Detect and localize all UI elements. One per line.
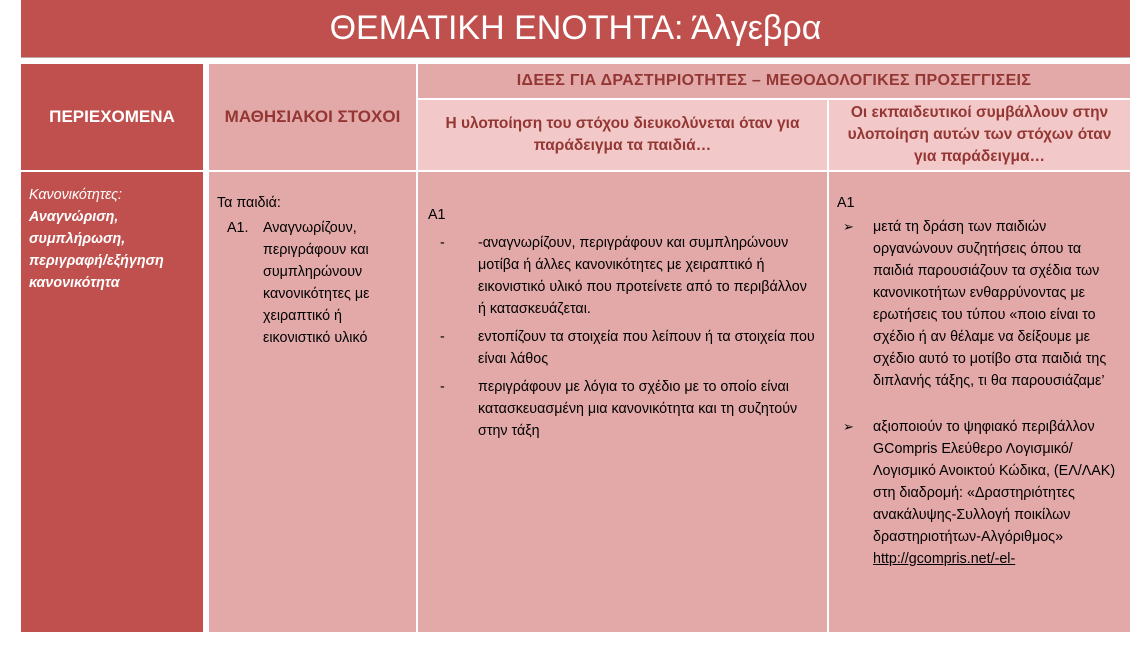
dash-bullet: - xyxy=(440,235,445,251)
list-item-text: περιγράφουν με λόγια το σχέδιο με το οποίο είναι κατασκευασμένη μια κανονικότητα και τη συζητούν στην τάξη xyxy=(478,379,798,439)
dash-bullet: - xyxy=(440,379,445,395)
goal-text: Αναγνωρίζουν, περιγράφουν και συμπληρώνουν κανονικότητες με χειραπτικό ή εικονιστικό υλικό xyxy=(263,220,370,346)
teachers-ideas-cell xyxy=(829,172,1130,632)
goal-item xyxy=(217,217,408,349)
goals-cell xyxy=(209,172,416,632)
list-item-text: αξιοποιούν το ψηφιακό περιβάλλον GCompris Ελεύθερο Λογισμικό/Λογισμικό Ανοικτού Κώδικα, (ΕΛ/ΛΑΚ) στη διαδρομή: «Δραστηριότητες ανακάλυψης-Συλλογή ποικίλων δραστηριοτήτων-Αλγόριθμος» xyxy=(873,419,1116,545)
content-cell xyxy=(21,172,203,632)
header-activity-ideas: ΙΔΕΕΣ ΓΙΑ ΔΡΑΣΤΗΡΙΟΤΗΤΕΣ – ΜΕΘΟΔΟΛΟΓΙΚΕΣ ΠΡΟΣΕΓΓΙΣΕΙΣ xyxy=(418,64,1130,98)
list-item xyxy=(428,376,817,442)
gcompris-link[interactable]: http://gcompris.net/-el- xyxy=(873,551,1016,567)
arrow-bullet-icon: ➢ xyxy=(843,419,854,434)
teachers-ideas-code: Α1 xyxy=(837,195,855,211)
header-learning-goals: ΜΑΘΗΣΙΑΚΟΙ ΣΤΟΧΟΙ xyxy=(209,64,416,170)
dash-bullet: - xyxy=(440,329,445,345)
list-item xyxy=(428,232,817,320)
content-topic: Αναγνώριση, συμπλήρωση, περιγραφή/εξήγηση κανονικότητα xyxy=(29,209,164,291)
content-label: Κανονικότητες: xyxy=(29,187,123,203)
header-teachers-column: Οι εκπαιδευτικοί συμβάλλουν στην υλοποίηση αυτών των στόχων όταν για παράδειγμα… xyxy=(829,100,1130,170)
page-title: ΘΕΜΑΤΙΚΗ ΕΝΟΤΗΤΑ: Άλγεβρα xyxy=(21,0,1130,58)
list-item-text: εντοπίζουν τα στοιχεία που λείπουν ή τα στοιχεία που είναι λάθος xyxy=(478,329,815,367)
list-item-text: μετά τη δράση των παιδιών οργανώνουν συζητήσεις όπου τα παιδιά παρουσιάζουν τα σχέδια των κανονικοτήτων ενθαρρύνοντας με ερωτήσεις του τύπου «ποιο είναι το σχέδιο ή αν θέλαμε να δείξουμε με σχέδιο αυτό το μοτίβο στα παιδιά της διπλανής τάξης, τι θα παρουσιάζαμε’ xyxy=(873,219,1107,389)
goals-intro: Τα παιδιά: xyxy=(217,195,281,211)
header-children-column: Η υλοποίηση του στόχου διευκολύνεται όταν για παράδειγμα τα παιδιά… xyxy=(418,100,827,170)
list-item xyxy=(837,216,1124,392)
children-ideas-code: Α1 xyxy=(428,207,446,223)
goal-number: Α1. xyxy=(227,220,249,236)
list-item xyxy=(837,416,1124,570)
children-ideas-cell xyxy=(418,172,827,632)
list-item xyxy=(428,326,817,370)
list-item-text: -αναγνωρίζουν, περιγράφουν και συμπληρώνουν μοτίβα ή άλλες κανονικότητες με χειραπτικό ή εικονιστικό υλικό που προτείνετε από το περιβάλλον ή κατασκευάζεται. xyxy=(478,235,807,317)
header-content: ΠΕΡΙΕΧΟΜΕΝΑ xyxy=(21,64,203,170)
arrow-bullet-icon: ➢ xyxy=(843,219,854,234)
